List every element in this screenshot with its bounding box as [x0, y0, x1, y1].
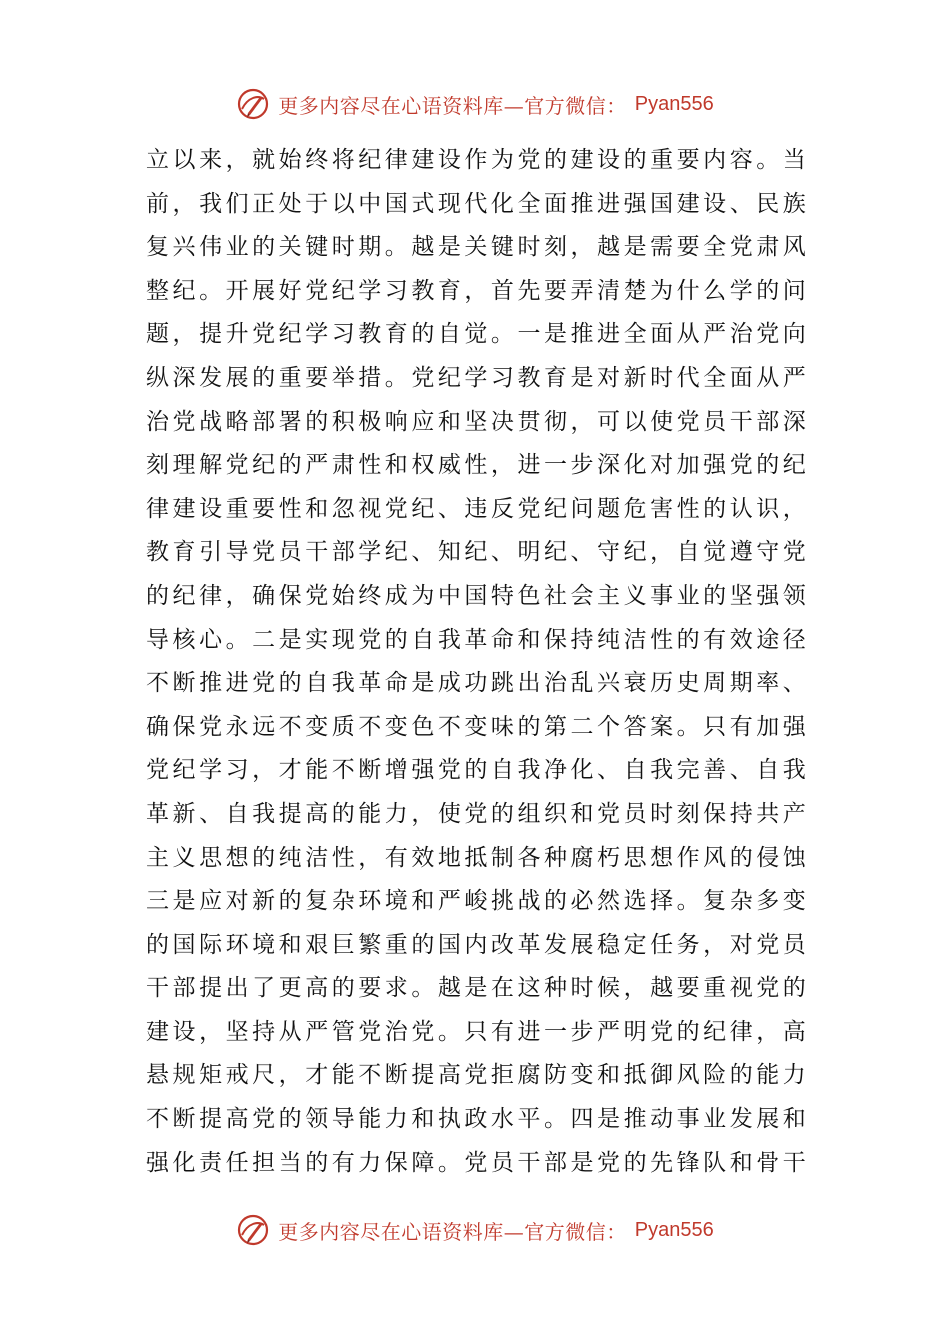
body-line: 律 建 设 重 要 性 和 忽 视 党 纪 、 违 反 党 纪 问 题 危 害 性 的 认 识 ， — [146, 495, 806, 522]
body-line: 不 断 推 进 党 的 自 我 革 命 是 成 功 跳 出 治 乱 兴 衰 历 史 周 期 率 、 — [146, 670, 806, 697]
pen-swirl-icon — [236, 87, 270, 121]
header-banner-handle: Pyan556 — [634, 92, 714, 115]
body-line: 党 纪 学 习 ， 才 能 不 断 增 强 党 的 自 我 净 化 、 自 我 完 善 、 自 我 — [146, 757, 806, 784]
body-line: 确 保 党 永 远 不 变 质 不 变 色 不 变 味 的 第 二 个 答 案 。 只 有 加 强 — [146, 713, 806, 740]
body-line: 导 核 心 。 二 是 实 现 党 的 自 我 革 命 和 保 持 纯 洁 性 的 有 效 途 径 — [146, 626, 806, 653]
body-line: 不 断 提 高 党 的 领 导 能 力 和 执 政 水 平 。 四 是 推 动 事 业 发 展 和 — [146, 1106, 806, 1133]
body-line: 革 新 、 自 我 提 高 的 能 力 ， 使 党 的 组 织 和 党 员 时 刻 保 持 共 产 — [146, 800, 806, 827]
footer-banner — [0, 1210, 950, 1250]
body-line: 悬 规 矩 戒 尺 ， 才 能 不 断 提 高 党 拒 腐 防 变 和 抵 御 风 险 的 能 力 — [146, 1062, 806, 1089]
body-line: 治 党 战 略 部 署 的 积 极 响 应 和 坚 决 贯 彻 ， 可 以 使 党 员 干 部 深 — [146, 408, 806, 435]
header-banner — [0, 84, 950, 124]
body-line: 立 以 来 ， 就 始 终 将 纪 律 建 设 作 为 党 的 建 设 的 重 要 内 容 。 当 — [146, 147, 806, 173]
body-line: 的 纪 律 ， 确 保 党 始 终 成 为 中 国 特 色 社 会 主 义 事 业 的 坚 强 领 — [146, 582, 806, 609]
body-line: 复 兴 伟 业 的 关 键 时 期 。 越 是 关 键 时 刻 ， 越 是 需 要 全 党 肃 风 — [146, 234, 806, 261]
body-line: 的 国 际 环 境 和 艰 巨 繁 重 的 国 内 改 革 发 展 稳 定 任 务 ， 对 党 员 — [146, 931, 806, 958]
body-line: 纵 深 发 展 的 重 要 举 措 。 党 纪 学 习 教 育 是 对 新 时 代 全 面 从 严 — [146, 364, 806, 391]
body-line: 建 设 ， 坚 持 从 严 管 党 治 党 。 只 有 进 一 步 严 明 党 的 纪 律 ， 高 — [146, 1018, 806, 1045]
body-line: 干 部 提 出 了 更 高 的 要 求 。 越 是 在 这 种 时 候 ， 越 要 重 视 党 的 — [146, 975, 806, 1002]
footer-banner-handle: Pyan556 — [634, 1218, 714, 1241]
pen-swirl-icon — [236, 1213, 270, 1247]
body-line: 教 育 引 导 党 员 干 部 学 纪 、 知 纪 、 明 纪 、 守 纪 ， 自 觉 遵 守 党 — [146, 539, 806, 566]
footer-banner-text: 更多内容尽在心语资料库—官方微信： — [278, 1219, 627, 1244]
body-line: 前 ， 我 们 正 处 于 以 中 国 式 现 代 化 全 面 推 进 强 国 建 设 、 民 族 — [146, 190, 806, 217]
header-banner-text: 更多内容尽在心语资料库—官方微信： — [278, 93, 627, 118]
body-line: 三 是 应 对 新 的 复 杂 环 境 和 严 峻 挑 战 的 必 然 选 择 。 复 杂 多 变 — [146, 888, 806, 915]
body-line: 强 化 责 任 担 当 的 有 力 保 障 。 党 员 干 部 是 党 的 先 锋 队 和 骨 干 — [146, 1149, 806, 1176]
body-text — [146, 139, 806, 1185]
body-line: 整 纪 。 开 展 好 党 纪 学 习 教 育 ， 首 先 要 弄 清 楚 为 什 么 学 的 问 — [146, 277, 806, 304]
body-line: 刻 理 解 党 纪 的 严 肃 性 和 权 威 性 ， 进 一 步 深 化 对 加 强 党 的 纪 — [146, 452, 806, 479]
body-line: 题 ， 提 升 党 纪 学 习 教 育 的 自 觉 。 一 是 推 进 全 面 从 严 治 党 向 — [146, 321, 806, 348]
body-line: 主 义 思 想 的 纯 洁 性 ， 有 效 地 抵 制 各 种 腐 朽 思 想 作 风 的 侵 蚀 — [146, 844, 806, 871]
